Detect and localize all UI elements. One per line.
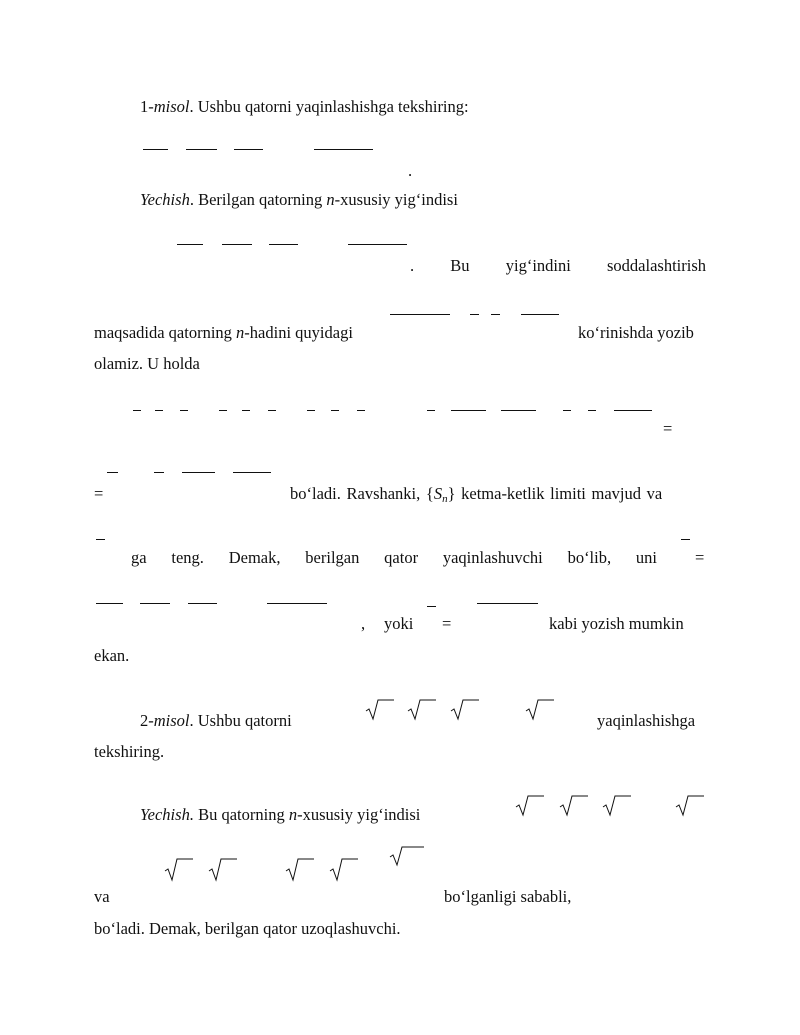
- text-word: yig‘indini: [505, 256, 571, 275]
- sqrt-sign: [524, 698, 554, 722]
- formula-bar: [331, 410, 339, 411]
- formula-bar: [427, 606, 436, 607]
- formula-bar: [182, 472, 215, 473]
- sqrt-sign: [163, 857, 193, 883]
- formula-bar: [491, 314, 500, 315]
- formula-bar: [451, 410, 486, 411]
- variable-n: n: [288, 805, 298, 824]
- variable-S: S: [433, 484, 443, 503]
- solution-2-intro: [140, 807, 420, 824]
- formula-bar: [154, 472, 164, 473]
- formula-bar: [133, 410, 141, 411]
- solution-text: -xususiy yig‘indisi: [334, 190, 458, 209]
- solution-2-reason: bo‘lganligi sababli,: [444, 887, 572, 906]
- solution-1-line-8: [131, 550, 657, 567]
- text-word: Demak,: [228, 548, 281, 567]
- example-1-heading: [140, 99, 469, 116]
- formula-bar: [267, 603, 327, 604]
- formula-bar: [390, 314, 450, 315]
- formula-bar: [242, 410, 250, 411]
- formula-bar: [219, 410, 227, 411]
- formula-bar: [96, 603, 123, 604]
- text: -hadini quyidagi: [244, 323, 353, 342]
- variable-n: n: [326, 190, 335, 209]
- example-2-heading: [140, 713, 292, 730]
- text-word: bo‘lib,: [567, 548, 612, 567]
- formula-bar: [96, 539, 105, 540]
- formula-bar: [681, 539, 690, 540]
- solution-1-line-4-end: ko‘rinishda yozib: [578, 323, 694, 342]
- formula-bar: [357, 410, 365, 411]
- formula-bar: [614, 410, 652, 411]
- formula-bar: [470, 314, 479, 315]
- formula-bar: [188, 603, 217, 604]
- formula-bar: [186, 149, 217, 150]
- formula-bar: [107, 472, 118, 473]
- text-word: uni: [635, 548, 657, 567]
- sqrt-sign: [364, 698, 394, 722]
- sqrt-sign: [328, 857, 358, 883]
- solution-text: -xususiy yig‘indisi: [297, 805, 421, 824]
- equals-sign: =: [695, 548, 705, 567]
- example-1-label: misol: [153, 97, 190, 116]
- example-1-statement: . Ushbu qatorni yaqinlashishga tekshiring:: [189, 97, 469, 116]
- formula-bar: [563, 410, 571, 411]
- example-2-statement-line-2: tekshiring.: [94, 742, 165, 761]
- solution-1-line-9-end: kabi yozish mumkin: [549, 614, 684, 633]
- formula-bar: [234, 149, 263, 150]
- formula-bar: [427, 410, 435, 411]
- text-word: .: [410, 256, 415, 275]
- formula-bar: [588, 410, 596, 411]
- word-va: va: [94, 887, 110, 906]
- solution-2-conclusion: bo‘ladi. Demak, berilgan qator uzoqlashuvchi.: [94, 919, 401, 938]
- formula-period: .: [408, 161, 413, 180]
- variable-n: n: [236, 323, 245, 342]
- formula-bar: [233, 472, 271, 473]
- sqrt-sign: [601, 794, 631, 818]
- solution-1-line-10: ekan.: [94, 646, 130, 665]
- solution-1-line-3: [410, 258, 706, 275]
- formula-bar: [348, 244, 407, 245]
- text-word: teng.: [171, 548, 204, 567]
- example-2-number: 2-: [140, 711, 154, 730]
- formula-bar: [501, 410, 536, 411]
- solution-1-line-7: [290, 486, 662, 505]
- text-word: soddalashtirish: [607, 256, 706, 275]
- example-1-number: 1-: [140, 97, 154, 116]
- text: bo‘ladi. Ravshanki, {: [290, 484, 434, 503]
- text: maqsadida qatorning: [94, 323, 237, 342]
- sqrt-sign: [406, 698, 436, 722]
- solution-text: . Berilgan qatorning: [189, 190, 327, 209]
- formula-bar: [177, 244, 203, 245]
- equals-sign: =: [442, 614, 452, 633]
- text-word: yaqinlashuvchi: [442, 548, 543, 567]
- word-yoki: yoki: [384, 614, 414, 633]
- sqrt-sign: [284, 857, 314, 883]
- equals-sign: =: [663, 419, 673, 438]
- equals-sign: =: [94, 484, 104, 503]
- formula-bar: [314, 149, 373, 150]
- formula-bar: [269, 244, 298, 245]
- sqrt-sign: [514, 794, 544, 818]
- text-word: Bu: [450, 256, 470, 275]
- example-2-statement: . Ushbu qatorni: [189, 711, 292, 730]
- text-word: qator: [384, 548, 419, 567]
- formula-bar: [143, 149, 168, 150]
- formula-bar: [477, 603, 538, 604]
- sqrt-sign: [558, 794, 588, 818]
- formula-bar: [155, 410, 163, 411]
- text-word: ga: [131, 548, 147, 567]
- example-2-statement-end: yaqinlashishga: [597, 711, 696, 730]
- formula-bar: [521, 314, 559, 315]
- solution-text: Bu qatorning: [193, 805, 289, 824]
- formula-bar: [180, 410, 188, 411]
- solution-label: Yechish.: [140, 805, 194, 824]
- solution-1-line-4: [94, 325, 353, 342]
- formula-bar: [268, 410, 276, 411]
- sqrt-sign: [388, 846, 424, 868]
- comma: ,: [361, 614, 366, 633]
- text: } ketma-ketlik limiti mavjud va: [447, 484, 663, 503]
- subscript-n: n: [442, 493, 448, 505]
- sqrt-sign: [207, 857, 237, 883]
- sqrt-sign: [674, 794, 704, 818]
- example-2-label: misol: [153, 711, 190, 730]
- sqrt-sign: [449, 698, 479, 722]
- formula-bar: [222, 244, 252, 245]
- solution-label: Yechish: [140, 190, 190, 209]
- formula-bar: [140, 603, 170, 604]
- solution-1-line-5: olamiz. U holda: [94, 354, 200, 373]
- solution-1-intro: [140, 192, 458, 209]
- formula-bar: [307, 410, 315, 411]
- text-word: berilgan: [305, 548, 360, 567]
